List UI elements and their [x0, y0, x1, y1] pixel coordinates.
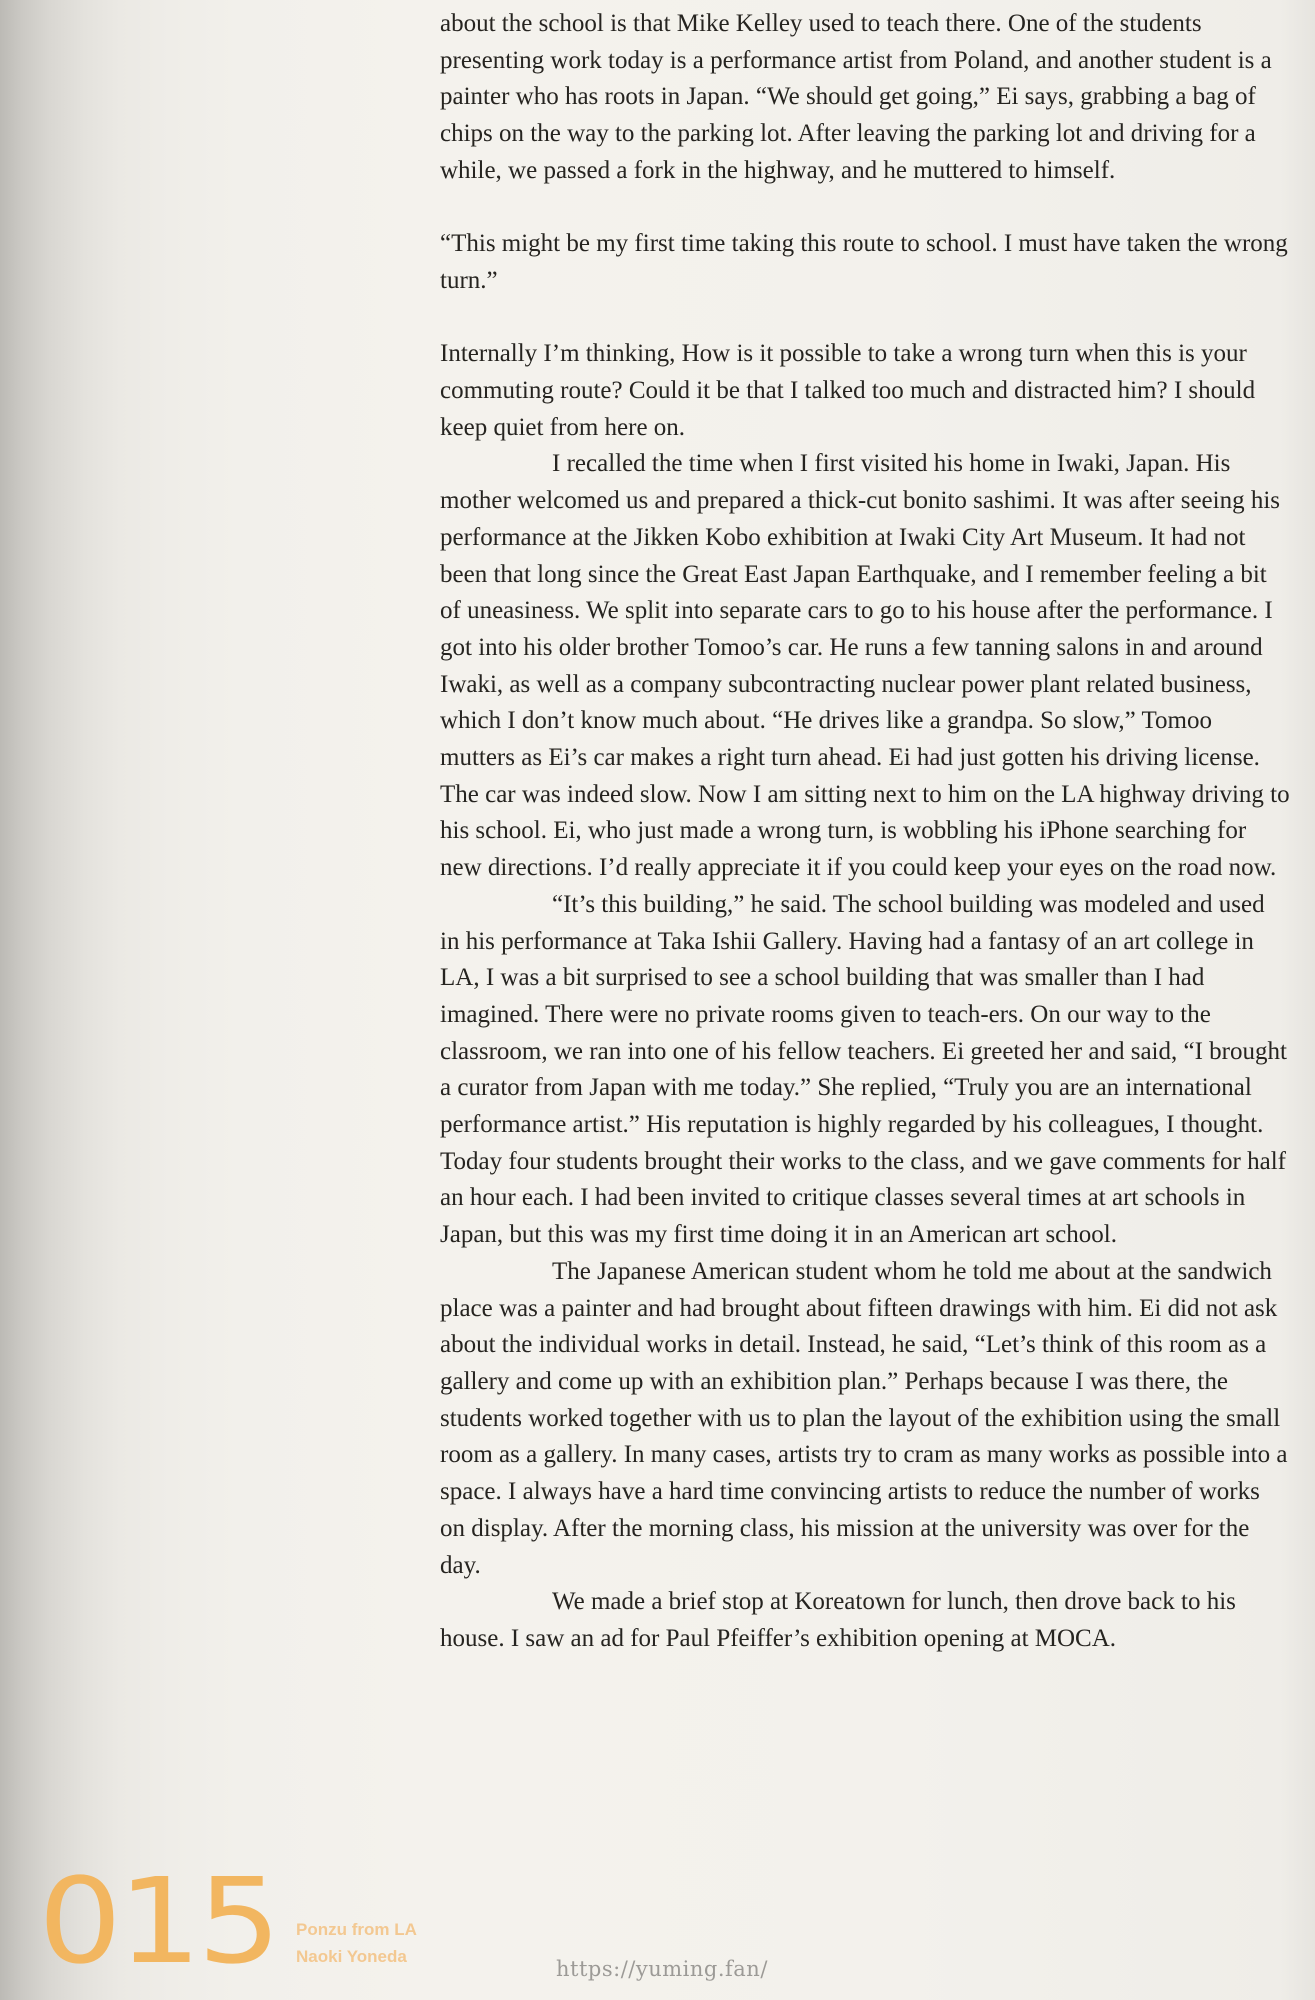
running-title: Ponzu from LA: [296, 1920, 417, 1939]
article-body: [440, 6, 1290, 1658]
paragraph-5: “It’s this building,” he said. The school building was modeled and used in his performance at Taka Ishii Gallery. Having had a fantasy of an art college in LA, I was a bit surprised to see a school building that was smaller than I had imagined. There were no private rooms given to teach-ers. On our way to the classroom, we ran into one of his fellow teachers. Ei greeted her and said, “I brought a curator from Japan with me today.” She replied, “Truly you are an international performance artist.” His reputation is highly regarded by his colleagues, I thought. Today four students brought their works to the class, and we gave comments for half an hour each. I had been invited to critique classes several times at art schools in Japan, but this was my first time doing it in an American art school.: [440, 890, 1287, 1249]
paragraph-6: The Japanese American student whom he told me about at the sandwich place was a painter and had brought about fifteen drawings with him. Ei did not ask about the individual works in detail. Instead, he said, “Let’s think of this room as a gallery and come up with an exhibition plan.” Perhaps because I was there, the students worked together with us to plan the layout of the exhibition using the small room as a gallery. In many cases, artists try to cram as many works as possible into a space. I always have a hard time convincing artists to reduce the number of works on display. After the morning class, his mission at the university was over for the day.: [440, 1257, 1288, 1579]
paragraph-3: Internally I’m thinking, How is it possible to take a wrong turn when this is your commuting route? Could it be that I talked too much and distracted him? I should keep quiet from here on.: [440, 340, 1256, 441]
paragraph-1: about the school is that Mike Kelley used to teach there. One of the students presenting work today is a performance artist from Poland, and another student is a painter who has roots in Japan. “We should get going,” Ei says, grabbing a bag of chips on the way to the parking lot. After leaving the parking lot and driving for a while, we passed a fork in the highway, and he muttered to himself.: [440, 10, 1272, 184]
paragraph-7: We made a brief stop at Koreatown for lunch, then drove back to his house. I saw an ad for Paul Pfeiffer’s exhibition opening at MOCA.: [440, 1588, 1236, 1652]
running-head: [296, 1916, 417, 1970]
paragraph-4: I recalled the time when I first visited his home in Iwaki, Japan. His mother welcomed us and prepared a thick-cut bonito sashimi. It was after seeing his performance at the Jikken Kobo exhibition at Iwaki City Art Museum. It had not been that long since the Great East Japan Earthquake, and I remember feeling a bit of uneasiness. We split into separate cars to go to his house after the performance. I got into his older brother Tomoo’s car. He runs a few tanning salons in and around Iwaki, as well as a company subcontracting nuclear power plant related business, which I don’t know much about. “He drives like a grandpa. So slow,” Tomoo mutters as Ei’s car makes a right turn ahead. Ei had just gotten his driving license. The car was indeed slow. Now I am sitting next to him on the LA highway driving to his school. Ei, who just made a wrong turn, is wobbling his iPhone searching for new directions. I’d really appreciate it if you could keep your eyes on the road now.: [440, 450, 1290, 882]
page-number: 015: [38, 1852, 277, 1990]
paragraph-2: “This might be my first time taking this route to school. I must have taken the wrong turn.”: [440, 230, 1288, 294]
watermark-url: https://yuming.fan/: [556, 1957, 768, 1981]
running-author: Naoki Yoneda: [296, 1947, 407, 1966]
